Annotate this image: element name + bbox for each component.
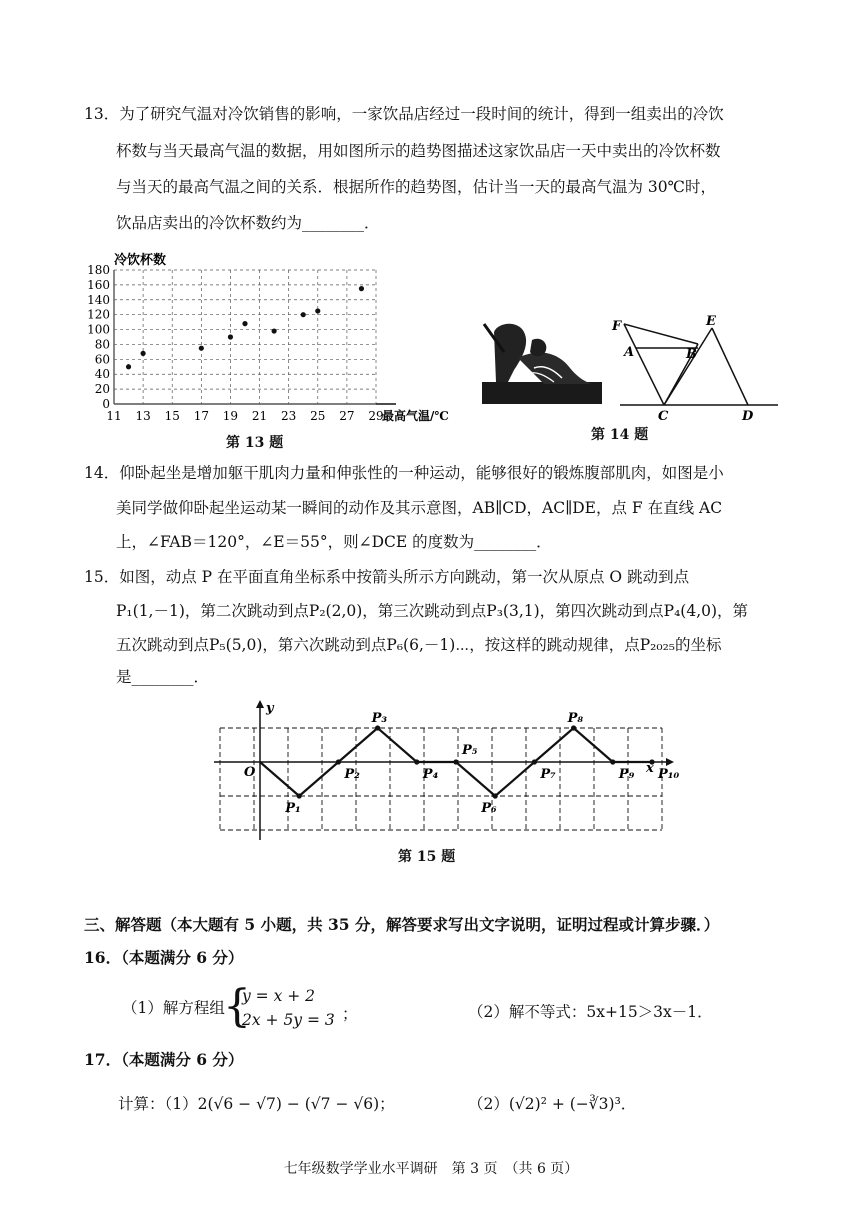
q14-line-1: 14．仰卧起坐是增加躯干肌肉力量和伸张性的一种运动，能够很好的锻炼腹部肌肉，如图是小: [84, 464, 724, 482]
jump-segment: [378, 728, 417, 762]
chart-points: [126, 286, 364, 369]
q17-part1: 计算：（1）2(√6 − √7) − (√7 − √6)；: [118, 1095, 395, 1113]
q16-title: 16．（本题满分 6 分）: [84, 948, 244, 967]
q16-eq2: 2x + 5y = 3: [242, 1011, 335, 1029]
point-A: A: [624, 345, 635, 360]
data-point: [301, 312, 306, 317]
q14-line-2: 美同学做仰卧起坐运动某一瞬间的动作及其示意图，AB∥CD，AC∥DE，点 F 在直线 AC: [116, 499, 723, 517]
point-label: P₃: [371, 711, 388, 726]
jump-segment: [574, 728, 613, 762]
point-label: P₂: [344, 767, 360, 782]
y-tick-label: 0: [102, 397, 110, 411]
chart-ticks: [87, 263, 384, 423]
data-point: [242, 321, 247, 326]
point-B: B: [686, 347, 697, 362]
point-label: P₇: [540, 767, 556, 782]
q16-part2: （2）解不等式：5x+15＞3x－1．: [468, 1003, 713, 1021]
q16-part1-tail: ；: [342, 1005, 358, 1023]
y-tick-label: 140: [87, 292, 110, 307]
chart-grid: [114, 270, 396, 404]
data-point: [126, 364, 131, 369]
y-tick-label: 20: [94, 382, 110, 397]
point-D: D: [742, 409, 754, 424]
x-tick-label: 17: [193, 409, 209, 423]
q13-line-4: 饮品店卖出的冷饮杯数约为________．: [116, 214, 380, 232]
q15-grid: [214, 700, 674, 840]
q13-line-1: 13．为了研究气温对冷饮销售的影响，一家饮品店经过一段时间的统计，得到一组卖出的冷饮: [84, 105, 724, 123]
q14-situp-photo: [474, 318, 609, 413]
jump-point: [297, 793, 302, 798]
page-footer: 七年级数学学业水平调研 第 3 页 （共 6 页）: [283, 1161, 579, 1177]
point-F: F: [612, 319, 622, 334]
origin-label: O: [244, 765, 256, 780]
x-tick-label: 23: [281, 409, 297, 423]
x-axis-arrow: [666, 758, 674, 766]
x-tick-label: 21: [251, 409, 268, 423]
q17-part2: （2）(√2)² + (−∛3)³．: [468, 1095, 637, 1113]
q14-geometry-diagram: [606, 310, 781, 425]
q17-title: 17．（本题满分 6 分）: [84, 1050, 244, 1069]
y-axis-arrow: [256, 700, 264, 708]
q13-line-3: 与当天的最高气温之间的关系．根据所作的趋势图，估计当一天的最高气温为 30℃时，: [116, 178, 716, 196]
y-tick-label: 120: [87, 307, 110, 322]
y-tick-label: 60: [94, 352, 110, 367]
data-point: [228, 334, 233, 339]
x-tick-label: 15: [164, 409, 180, 423]
q15-point-labels: [284, 711, 679, 816]
x-tick-label: 29: [368, 409, 384, 423]
chart-xlabel: 最高气温/℃: [382, 409, 449, 423]
jump-segment: [534, 728, 573, 762]
data-point: [315, 308, 320, 313]
y-tick-label: 180: [87, 263, 110, 277]
system-brace: {: [223, 981, 251, 1032]
y-tick-label: 160: [87, 277, 110, 292]
point-label: P₈: [567, 711, 584, 726]
q13-caption: 第 13 题: [226, 435, 284, 451]
jump-point: [414, 759, 419, 764]
point-label: P₁: [285, 801, 301, 816]
q15-line-2: P₁(1,－1)，第二次跳动到点P₂(2,0)，第三次跳动到点P₃(3,1)，第四次跳动到点P₄(4,0)，第: [116, 602, 749, 620]
y-tick-label: 40: [94, 367, 110, 382]
section-3-heading: 三、解答题（本大题有 5 小题，共 35 分，解答要求写出文字说明，证明过程或计算步骤．）: [84, 915, 720, 934]
q13-line-2: 杯数与当天最高气温的数据，用如图所示的趋势图描述这家饮品店一天中卖出的冷饮杯数: [116, 142, 721, 160]
q16-eq1: y = x + 2: [242, 987, 316, 1005]
jump-segment: [299, 762, 338, 796]
x-tick-label: 11: [106, 409, 122, 423]
jump-segment: [456, 762, 495, 796]
q15-caption: 第 15 题: [398, 849, 456, 865]
q14-caption: 第 14 题: [591, 427, 649, 443]
y-axis-label: y: [266, 701, 274, 716]
point-label: P₁₀: [658, 767, 680, 782]
data-point: [199, 346, 204, 351]
point-label: P₆: [481, 801, 497, 816]
q15-line-3: 五次跳动到点P₅(5,0)，第六次跳动到点P₆(6,－1)⋯，按这样的跳动规律，点P₂₀₂₅的坐标: [116, 636, 722, 654]
y-tick-label: 80: [94, 337, 110, 352]
x-tick-label: 13: [135, 409, 151, 423]
jump-point: [453, 759, 458, 764]
jump-point: [375, 725, 380, 730]
chart-ylabel: 冷饮杯数: [114, 253, 167, 268]
jump-point: [336, 759, 341, 764]
jump-point: [610, 759, 615, 764]
data-point: [272, 328, 277, 333]
jump-segment: [338, 728, 377, 762]
q13-scatter-chart: [80, 244, 480, 429]
point-label: P₅: [462, 743, 478, 758]
point-E: E: [706, 314, 716, 329]
q15-line-1: 15．如图，动点 P 在平面直角坐标系中按箭头所示方向跳动，第一次从原点 O 跳动到点: [84, 568, 690, 586]
x-axis-label: x: [646, 761, 654, 776]
x-tick-label: 27: [339, 409, 355, 423]
point-label: P₉: [618, 767, 635, 782]
jump-point: [571, 725, 576, 730]
jump-segment: [495, 762, 534, 796]
q15-coordinate-diagram: [206, 700, 680, 850]
point-C: C: [658, 409, 669, 424]
jump-point: [493, 793, 498, 798]
q16-part1-label: （1）解方程组: [122, 999, 225, 1017]
q14-line-3: 上，∠FAB＝120°，∠E＝55°，则∠DCE 的度数为________．: [116, 533, 552, 551]
point-label: P₄: [422, 767, 439, 782]
x-tick-label: 25: [310, 409, 326, 423]
x-tick-label: 19: [222, 409, 239, 423]
data-point: [359, 286, 364, 291]
data-point: [141, 351, 146, 356]
jump-point: [532, 759, 537, 764]
q15-line-4: 是________．: [116, 668, 210, 686]
jump-segment: [260, 762, 299, 796]
y-tick-label: 100: [87, 322, 110, 337]
